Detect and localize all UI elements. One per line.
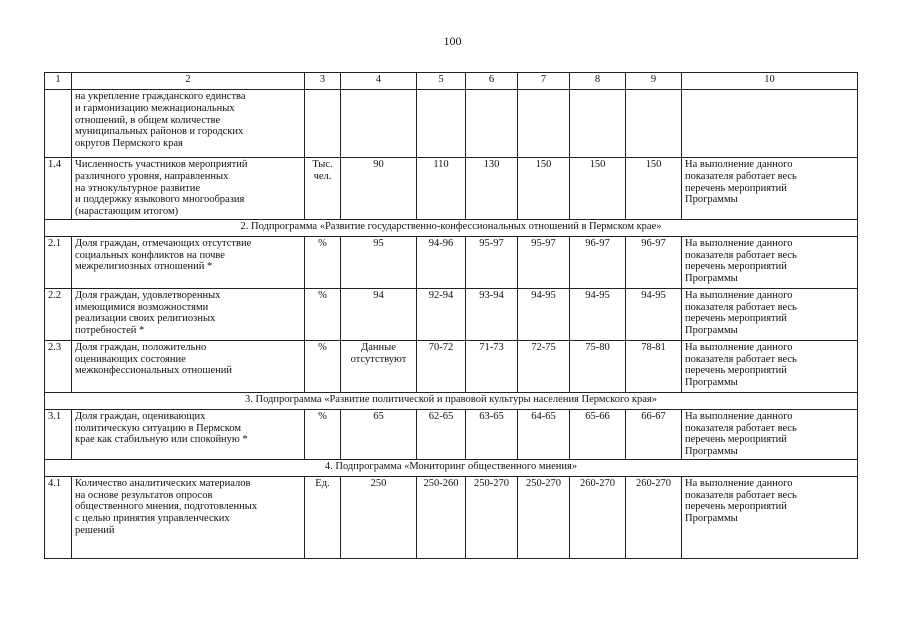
indicator-name-cell: на укрепление гражданского единства и гармонизацию межнациональных отношений, в общем количестве муниципальных районов и городских округов Пермского края [72, 90, 305, 158]
section-heading-row [45, 392, 858, 409]
year1-value-cell: 110 [417, 158, 466, 220]
row-number-cell: 2.2 [45, 288, 72, 340]
year1-value-cell: 94-96 [417, 236, 466, 288]
header-cell: 10 [682, 73, 858, 90]
header-cell: 4 [341, 73, 417, 90]
indicator-name-cell: Доля граждан, отмечающих отсутствие социальных конфликтов на почве межрелигиозных отношений * [72, 236, 305, 288]
section-heading-row [45, 459, 858, 476]
note-cell: На выполнение данного показателя работает весь перечень мероприятий Программы [682, 158, 858, 220]
base-value-cell: 90 [341, 158, 417, 220]
header-cell: 7 [518, 73, 570, 90]
year3-value-cell: 72-75 [518, 340, 570, 392]
row-number-cell [45, 90, 72, 158]
unit-cell: Тыс. чел. [305, 158, 341, 220]
year2-value-cell: 130 [466, 158, 518, 220]
year4-value-cell [570, 90, 626, 158]
header-cell: 2 [72, 73, 305, 90]
year1-value-cell: 62-65 [417, 409, 466, 459]
table-row [45, 158, 858, 220]
unit-cell: % [305, 409, 341, 459]
year4-value-cell: 260-270 [570, 476, 626, 558]
base-value-cell: 250 [341, 476, 417, 558]
table-row [45, 288, 858, 340]
unit-cell: % [305, 288, 341, 340]
year4-value-cell: 75-80 [570, 340, 626, 392]
table-row [45, 476, 858, 558]
base-value-cell [341, 90, 417, 158]
row-number-cell: 2.1 [45, 236, 72, 288]
indicator-name-cell: Численность участников мероприятий различного уровня, направленных на этнокультурное развитие и поддержку языкового многообразия (нарастающим итогом) [72, 158, 305, 220]
year5-value-cell: 96-97 [626, 236, 682, 288]
year3-value-cell: 94-95 [518, 288, 570, 340]
year1-value-cell: 250-260 [417, 476, 466, 558]
note-cell: На выполнение данного показателя работает весь перечень мероприятий Программы [682, 340, 858, 392]
base-value-cell: 94 [341, 288, 417, 340]
header-cell: 3 [305, 73, 341, 90]
base-value-cell: Данные отсутствуют [341, 340, 417, 392]
unit-cell [305, 90, 341, 158]
header-cell: 1 [45, 73, 72, 90]
indicators-table [44, 72, 858, 559]
year5-value-cell [626, 90, 682, 158]
year3-value-cell: 150 [518, 158, 570, 220]
year4-value-cell: 150 [570, 158, 626, 220]
year4-value-cell: 96-97 [570, 236, 626, 288]
year5-value-cell: 260-270 [626, 476, 682, 558]
year2-value-cell: 93-94 [466, 288, 518, 340]
note-cell: На выполнение данного показателя работает весь перечень мероприятий Программы [682, 476, 858, 558]
header-cell: 9 [626, 73, 682, 90]
row-number-cell: 3.1 [45, 409, 72, 459]
unit-cell: % [305, 340, 341, 392]
year1-value-cell [417, 90, 466, 158]
year2-value-cell: 71-73 [466, 340, 518, 392]
page-number: 100 [443, 34, 462, 48]
year3-value-cell [518, 90, 570, 158]
year5-value-cell: 94-95 [626, 288, 682, 340]
row-number-cell: 1.4 [45, 158, 72, 220]
year5-value-cell: 150 [626, 158, 682, 220]
subprogram-title: 4. Подпрограмма «Мониторинг общественного мнения» [45, 459, 858, 476]
section-heading-row [45, 219, 858, 236]
base-value-cell: 95 [341, 236, 417, 288]
year2-value-cell: 95-97 [466, 236, 518, 288]
header-cell: 6 [466, 73, 518, 90]
year3-value-cell: 64-65 [518, 409, 570, 459]
note-cell: На выполнение данного показателя работает весь перечень мероприятий Программы [682, 236, 858, 288]
subprogram-title: 3. Подпрограмма «Развитие политической и правовой культуры населения Пермского края» [45, 392, 858, 409]
table-row [45, 409, 858, 459]
unit-cell: % [305, 236, 341, 288]
indicator-name-cell: Количество аналитических материалов на основе результатов опросов общественного мнения, подготовленных с целью принятия управленческих решений [72, 476, 305, 558]
indicator-name-cell: Доля граждан, оценивающих политическую ситуацию в Пермском крае как стабильную или спокойную * [72, 409, 305, 459]
year3-value-cell: 250-270 [518, 476, 570, 558]
row-number-cell: 2.3 [45, 340, 72, 392]
note-cell: На выполнение данного показателя работает весь перечень мероприятий Программы [682, 409, 858, 459]
row-number-cell: 4.1 [45, 476, 72, 558]
indicator-name-cell: Доля граждан, положительно оценивающих состояние межконфессиональных отношений [72, 340, 305, 392]
year5-value-cell: 78-81 [626, 340, 682, 392]
indicator-name-cell: Доля граждан, удовлетворенных имеющимися возможностями реализации своих религиозных потребностей * [72, 288, 305, 340]
table-header-row [45, 73, 858, 90]
unit-cell: Ед. [305, 476, 341, 558]
year3-value-cell: 95-97 [518, 236, 570, 288]
note-cell: На выполнение данного показателя работает весь перечень мероприятий Программы [682, 288, 858, 340]
header-cell: 5 [417, 73, 466, 90]
note-cell [682, 90, 858, 158]
year4-value-cell: 94-95 [570, 288, 626, 340]
table-row [45, 90, 858, 158]
year2-value-cell [466, 90, 518, 158]
year2-value-cell: 250-270 [466, 476, 518, 558]
year5-value-cell: 66-67 [626, 409, 682, 459]
table-row [45, 340, 858, 392]
year2-value-cell: 63-65 [466, 409, 518, 459]
base-value-cell: 65 [341, 409, 417, 459]
header-cell: 8 [570, 73, 626, 90]
year4-value-cell: 65-66 [570, 409, 626, 459]
subprogram-title: 2. Подпрограмма «Развитие государственно-конфессиональных отношений в Пермском крае» [45, 219, 858, 236]
year1-value-cell: 92-94 [417, 288, 466, 340]
year1-value-cell: 70-72 [417, 340, 466, 392]
table-row [45, 236, 858, 288]
